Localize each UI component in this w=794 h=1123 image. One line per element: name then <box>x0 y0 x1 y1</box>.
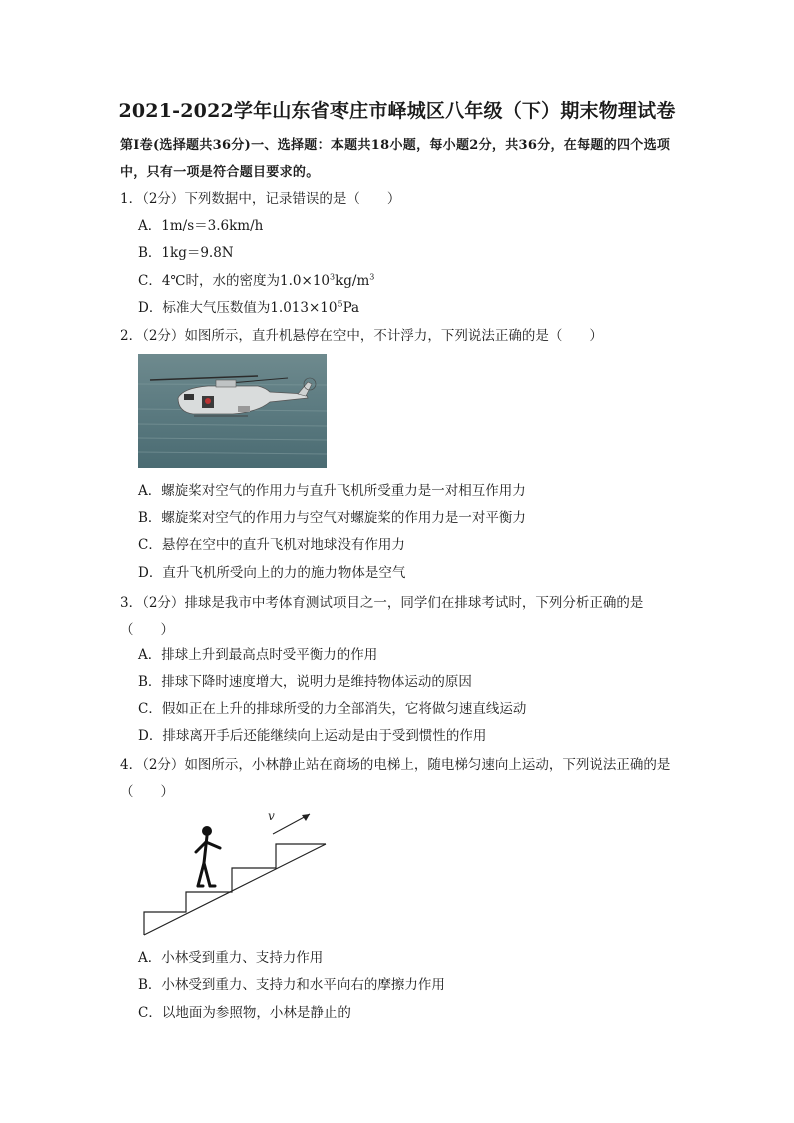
option-label: A． <box>138 950 162 966</box>
option-text: 排球离开手后还能继续向上运动是由于受到惯性的作用 <box>162 728 487 744</box>
option-label: B． <box>138 977 162 993</box>
escalator-svg <box>140 808 332 938</box>
option-text: 直升飞机所受向上的力的施力物体是空气 <box>162 565 406 581</box>
question-1-stem <box>120 186 680 213</box>
option-4b <box>138 975 445 995</box>
option-label: B． <box>138 245 162 261</box>
escalator-diagram <box>140 808 332 938</box>
option-3b <box>138 672 472 692</box>
option-text: 螺旋桨对空气的作用力与直升飞机所受重力是一对相互作用力 <box>161 483 526 499</box>
option-label: B． <box>138 510 162 526</box>
option-4a <box>138 948 323 968</box>
option-text: 小林受到重力、支持力作用 <box>161 950 324 966</box>
option-superscript: 3 <box>369 272 375 282</box>
option-text: 1m/s＝3.6km/h <box>161 218 264 234</box>
option-2a <box>138 481 526 501</box>
option-text: 排球上升到最高点时受平衡力的作用 <box>161 647 378 663</box>
question-number: 3． <box>120 595 143 611</box>
question-score: （2分） <box>142 595 185 611</box>
question-score: （2分） <box>142 328 185 344</box>
option-label: D． <box>138 300 163 316</box>
option-superscript: 5 <box>337 299 343 309</box>
option-label: C． <box>138 1005 162 1021</box>
option-label: A． <box>138 483 162 499</box>
option-4c <box>138 1003 351 1023</box>
option-2b <box>138 508 526 528</box>
option-text: 标准大气压数值为1.013×10 <box>162 300 338 316</box>
option-superscript: 3 <box>330 272 336 282</box>
option-label: A． <box>138 647 162 663</box>
question-number: 1． <box>120 191 143 207</box>
option-1c <box>138 271 374 291</box>
option-text: 假如正在上升的排球所受的力全部消失，它将做匀速直线运动 <box>161 701 527 717</box>
option-2c <box>138 535 405 555</box>
option-1d <box>138 298 359 318</box>
question-text: 如图所示，小林静止站在商场的电梯上，随电梯匀速向上运动，下列说法正确的是（ ） <box>120 757 671 800</box>
question-score: （2分） <box>142 757 185 773</box>
option-label: D． <box>138 565 163 581</box>
option-label: B． <box>138 674 162 690</box>
question-number: 4． <box>120 757 143 773</box>
exam-title: 2021-2022学年山东省枣庄市峄城区八年级（下）期末物理试卷 <box>118 100 676 122</box>
option-label: C． <box>138 273 162 289</box>
option-text: kg/m <box>335 273 370 289</box>
question-3-stem <box>120 590 680 644</box>
person-figure <box>196 826 220 886</box>
option-3d <box>138 726 486 746</box>
option-3a <box>138 645 377 665</box>
question-text: 排球是我市中考体育测试项目之一，同学们在排球考试时，下列分析正确的是（ ） <box>120 595 644 638</box>
option-2d <box>138 563 405 583</box>
option-label: D． <box>138 728 163 744</box>
section-heading: 第Ⅰ卷(选择题共36分)一、选择题：本题共18小题，每小题2分，共36分，在每题的四个选项中，只有一项是符合题目要求的。 <box>120 138 671 180</box>
option-text: Pa <box>342 300 360 316</box>
question-number: 2． <box>120 328 143 344</box>
option-text: 悬停在空中的直升飞机对地球没有作用力 <box>161 537 405 553</box>
escalator-incline <box>144 844 326 935</box>
option-text: 以地面为参照物，小林是静止的 <box>161 1005 351 1021</box>
velocity-label: v <box>268 809 275 823</box>
option-text: 小林受到重力、支持力和水平向右的摩擦力作用 <box>161 977 445 993</box>
question-score: （2分） <box>142 191 185 207</box>
option-label: C． <box>138 701 162 717</box>
option-label: C． <box>138 537 162 553</box>
option-1a <box>138 216 263 236</box>
question-2-stem <box>120 323 680 350</box>
question-text: 下列数据中，记录错误的是（ ） <box>184 191 401 207</box>
question-text: 如图所示，直升机悬停在空中，不计浮力，下列说法正确的是（ ） <box>184 328 603 344</box>
option-1b <box>138 243 234 263</box>
option-text: 1kg＝9.8N <box>161 245 234 261</box>
option-label: A． <box>138 218 162 234</box>
option-text: 4℃时，水的密度为1.0×10 <box>161 273 330 289</box>
option-text: 排球下降时速度增大，说明力是维持物体运动的原因 <box>161 674 472 690</box>
helicopter-photo <box>138 354 327 468</box>
question-4-stem <box>120 752 680 806</box>
option-text: 螺旋桨对空气的作用力与空气对螺旋桨的作用力是一对平衡力 <box>161 510 526 526</box>
option-3c <box>138 699 526 719</box>
